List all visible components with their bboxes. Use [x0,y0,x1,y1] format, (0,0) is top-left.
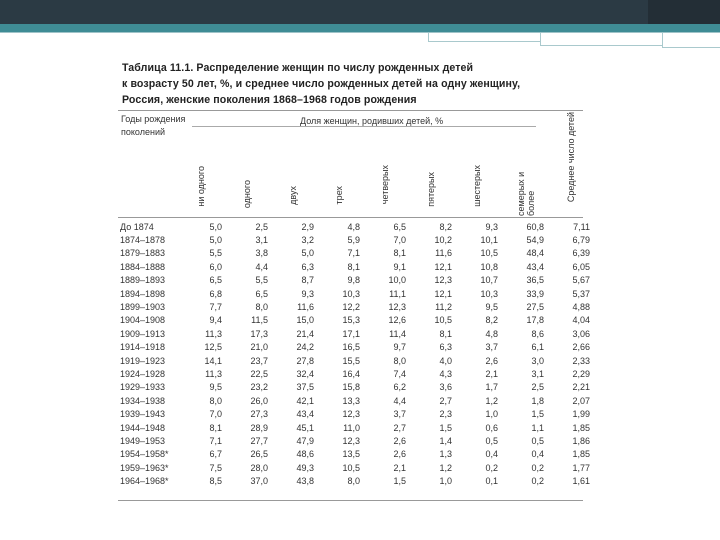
value-cell: 8,2 [439,221,452,232]
table-row [120,367,590,380]
value-cell: 6,05 [572,261,590,272]
value-cell: 0,2 [531,476,544,487]
value-cell: 8,7 [301,275,314,286]
value-cell: 1,77 [572,462,590,473]
value-cell: 2,1 [393,462,406,473]
value-cell: 17,3 [250,328,268,339]
value-cell: 7,5 [209,462,222,473]
table-title-line: Россия, женские поколения 1868–1968 годов рождения [122,94,417,106]
value-cell: 6,7 [209,449,222,460]
value-cell: 15,5 [342,355,360,366]
table-row [120,381,590,394]
cohort-years-cell: 1904–1908 [120,315,166,326]
value-cell: 26,0 [250,395,268,406]
value-cell: 3,7 [485,342,498,353]
value-cell: 8,2 [485,315,498,326]
value-cell: 1,5 [393,476,406,487]
value-cell: 4,0 [439,355,452,366]
slide-decoration-tab [540,33,666,46]
column-header-one: одного [242,180,252,209]
column-header-six: шестерых [472,165,482,207]
value-cell: 0,4 [485,449,498,460]
value-cell: 17,1 [342,328,360,339]
value-cell: 12,6 [388,315,406,326]
value-cell: 22,5 [250,368,268,379]
value-cell: 0,1 [485,476,498,487]
value-cell: 6,3 [439,342,452,353]
value-cell: 1,8 [531,395,544,406]
cohort-years-cell: 1949–1953 [120,435,166,446]
value-cell: 2,5 [531,382,544,393]
column-header-two: двух [288,186,298,205]
value-cell: 43,8 [296,476,314,487]
column-header-four: четверых [380,165,390,205]
table-row [120,300,590,313]
value-cell: 12,5 [204,342,222,353]
table-bottom-rule [118,500,583,501]
cohort-years-cell: 1874–1878 [120,235,166,246]
cohort-years-cell: 1959–1963* [120,462,169,473]
value-cell: 1,4 [439,435,452,446]
table-row [120,314,590,327]
column-header-average: Среднее число детей [566,112,576,203]
value-cell: 2,5 [255,221,268,232]
value-cell: 32,4 [296,368,314,379]
value-cell: 48,6 [296,449,314,460]
table-row [120,461,590,474]
value-cell: 7,0 [393,235,406,246]
value-cell: 6,79 [572,235,590,246]
table-title [122,60,572,108]
value-cell: 10,3 [480,288,498,299]
table-row [120,233,590,246]
value-cell: 26,5 [250,449,268,460]
value-cell: 15,0 [296,315,314,326]
value-cell: 7,1 [209,435,222,446]
value-cell: 2,7 [439,395,452,406]
value-cell: 48,4 [526,248,544,259]
value-cell: 0,2 [485,462,498,473]
slide-top-bar [0,0,720,24]
value-cell: 5,37 [572,288,590,299]
value-cell: 11,0 [343,422,360,433]
value-cell: 2,66 [572,342,590,353]
value-cell: 11,3 [205,368,222,379]
value-cell: 7,1 [347,248,360,259]
table-row [120,421,590,434]
value-cell: 9,5 [209,382,222,393]
column-header-none: ни одного [196,166,206,207]
value-cell: 9,3 [485,221,498,232]
value-cell: 10,5 [342,462,360,473]
value-cell: 8,0 [209,395,222,406]
value-cell: 13,3 [342,395,360,406]
value-cell: 27,7 [250,435,268,446]
value-cell: 8,5 [209,476,222,487]
value-cell: 10,5 [480,248,498,259]
value-cell: 8,1 [347,261,360,272]
value-cell: 5,0 [301,248,314,259]
value-cell: 8,0 [393,355,406,366]
column-header-three: трех [334,186,344,205]
value-cell: 2,1 [485,368,498,379]
value-cell: 12,1 [434,288,452,299]
value-cell: 4,3 [439,368,452,379]
cohort-years-cell: 1894–1898 [120,288,166,299]
value-cell: 2,33 [572,355,590,366]
value-cell: 37,0 [250,476,268,487]
table-title-line: Таблица 11.1. Распределение женщин по числу рожденных детей [122,62,474,74]
value-cell: 23,7 [250,355,268,366]
value-cell: 1,99 [572,409,590,420]
value-cell: 1,1 [531,422,544,433]
fertility-table [120,220,590,488]
value-cell: 33,9 [526,288,544,299]
value-cell: 11,3 [205,328,222,339]
value-cell: 12,3 [388,302,406,313]
value-cell: 2,21 [572,382,590,393]
value-cell: 3,2 [301,235,314,246]
value-cell: 10,7 [480,275,498,286]
value-cell: 47,9 [296,435,314,446]
table-top-rule [118,110,583,111]
value-cell: 11,4 [389,328,406,339]
table-row [120,274,590,287]
value-cell: 14,1 [204,355,222,366]
value-cell: 60,8 [526,221,544,232]
value-cell: 4,8 [485,328,498,339]
value-cell: 36,5 [526,275,544,286]
table-header-rule [118,217,583,218]
value-cell: 1,86 [572,435,590,446]
value-cell: 3,1 [255,235,268,246]
cohort-years-cell: 1934–1938 [120,395,166,406]
table-row [120,247,590,260]
slide-top-bar-accent [648,0,720,24]
value-cell: 15,3 [342,315,360,326]
value-cell: 6,0 [209,261,222,272]
cohort-years-cell: До 1874 [120,221,154,232]
cohort-years-cell: 1914–1918 [120,342,166,353]
table-row [120,260,590,273]
value-cell: 37,5 [296,382,314,393]
value-cell: 8,0 [347,476,360,487]
value-cell: 1,85 [572,449,590,460]
value-cell: 10,8 [480,261,498,272]
value-cell: 23,2 [250,382,268,393]
value-cell: 10,2 [434,235,452,246]
value-cell: 12,3 [342,435,360,446]
value-cell: 45,1 [296,422,314,433]
value-cell: 4,4 [255,261,268,272]
cohort-years-cell: 1899–1903 [120,302,166,313]
value-cell: 2,3 [439,409,452,420]
table-row [120,434,590,447]
table-title-line: к возрасту 50 лет, %, и среднее число рожденных детей на одну женщину, [122,78,521,90]
cohort-years-cell: 1889–1893 [120,275,166,286]
value-cell: 16,5 [342,342,360,353]
value-cell: 28,0 [250,462,268,473]
value-cell: 0,2 [531,462,544,473]
value-cell: 0,6 [485,422,498,433]
value-cell: 49,3 [296,462,314,473]
table-row [120,448,590,461]
value-cell: 1,2 [485,395,498,406]
value-cell: 1,7 [485,382,498,393]
value-cell: 0,4 [531,449,544,460]
cohort-years-cell: 1919–1923 [120,355,166,366]
value-cell: 12,1 [434,261,452,272]
value-cell: 6,1 [531,342,544,353]
table-row [120,394,590,407]
value-cell: 4,8 [347,221,360,232]
value-cell: 2,07 [572,395,590,406]
value-cell: 10,5 [434,315,452,326]
value-cell: 43,4 [296,409,314,420]
value-cell: 2,29 [572,368,590,379]
value-cell: 11,2 [435,302,452,313]
value-cell: 16,4 [342,368,360,379]
value-cell: 3,06 [572,328,590,339]
cohort-years-cell: 1954–1958* [120,449,169,460]
column-header-five: пятерых [426,172,436,207]
cohort-years-cell: 1879–1883 [120,248,166,259]
table-row [120,354,590,367]
value-cell: 27,3 [250,409,268,420]
value-cell: 6,2 [393,382,406,393]
value-cell: 1,0 [439,476,452,487]
value-cell: 8,0 [255,302,268,313]
value-cell: 7,0 [209,409,222,420]
value-cell: 54,9 [526,235,544,246]
value-cell: 4,4 [393,395,406,406]
value-cell: 6,5 [393,221,406,232]
value-cell: 7,4 [393,368,406,379]
value-cell: 5,5 [209,248,222,259]
value-cell: 8,6 [531,328,544,339]
value-cell: 6,5 [255,288,268,299]
table-row [120,474,590,487]
value-cell: 3,6 [439,382,452,393]
value-cell: 12,2 [342,302,360,313]
value-cell: 6,5 [209,275,222,286]
value-cell: 7,7 [209,302,222,313]
value-cell: 2,6 [393,435,406,446]
value-cell: 5,9 [347,235,360,246]
value-cell: 1,61 [572,476,590,487]
cohort-years-cell: 1929–1933 [120,382,166,393]
value-cell: 21,4 [296,328,314,339]
value-cell: 28,9 [250,422,268,433]
value-cell: 1,85 [572,422,590,433]
slide-teal-stripe [0,24,720,32]
value-cell: 5,67 [572,275,590,286]
value-cell: 9,8 [347,275,360,286]
value-cell: 9,7 [393,342,406,353]
value-cell: 42,1 [296,395,314,406]
value-cell: 5,5 [255,275,268,286]
value-cell: 5,0 [209,235,222,246]
value-cell: 6,39 [572,248,590,259]
value-cell: 1,5 [439,422,452,433]
value-cell: 2,7 [393,422,406,433]
cohort-years-cell: 1924–1928 [120,368,166,379]
value-cell: 10,1 [480,235,498,246]
value-cell: 7,11 [573,221,590,232]
value-cell: 3,0 [531,355,544,366]
value-cell: 17,8 [526,315,544,326]
value-cell: 2,6 [485,355,498,366]
value-cell: 10,0 [388,275,406,286]
value-cell: 11,5 [251,315,268,326]
value-cell: 27,8 [296,355,314,366]
value-cell: 3,8 [255,248,268,259]
value-cell: 11,6 [435,248,452,259]
value-cell: 8,1 [439,328,452,339]
value-cell: 1,3 [439,449,452,460]
value-cell: 43,4 [526,261,544,272]
value-cell: 8,1 [209,422,222,433]
cohort-years-cell: 1944–1948 [120,422,166,433]
value-cell: 4,04 [572,315,590,326]
value-cell: 12,3 [434,275,452,286]
value-cell: 1,0 [485,409,498,420]
years-column-header: Годы рождения поколений [121,114,186,137]
value-cell: 0,5 [485,435,498,446]
cohort-years-cell: 1909–1913 [120,328,166,339]
value-cell: 9,3 [301,288,314,299]
value-cell: 6,3 [301,261,314,272]
value-cell: 8,1 [393,248,406,259]
value-cell: 6,8 [209,288,222,299]
value-cell: 1,2 [439,462,452,473]
table-row [120,287,590,300]
cohort-years-cell: 1884–1888 [120,261,166,272]
slide-decoration-tab [662,33,720,48]
value-cell: 27,5 [526,302,544,313]
spanning-header-underline [192,126,536,127]
cohort-years-cell: 1964–1968* [120,476,169,487]
value-cell: 3,1 [531,368,544,379]
table-row [120,220,590,233]
value-cell: 4,88 [572,302,590,313]
table-row [120,341,590,354]
value-cell: 9,5 [485,302,498,313]
column-header-seven-plus: семерых и более [516,171,536,216]
value-cell: 9,1 [393,261,406,272]
value-cell: 11,6 [297,302,314,313]
cohort-years-cell: 1939–1943 [120,409,166,420]
table-row [120,407,590,420]
table-row [120,327,590,340]
value-cell: 1,5 [531,409,544,420]
value-cell: 24,2 [296,342,314,353]
value-cell: 2,6 [393,449,406,460]
value-cell: 15,8 [342,382,360,393]
value-cell: 11,1 [389,288,406,299]
value-cell: 13,5 [342,449,360,460]
value-cell: 5,0 [209,221,222,232]
value-cell: 3,7 [393,409,406,420]
value-cell: 9,4 [209,315,222,326]
value-cell: 10,3 [342,288,360,299]
share-spanning-header: Доля женщин, родивших детей, % [300,116,444,126]
value-cell: 2,9 [301,221,314,232]
value-cell: 0,5 [531,435,544,446]
value-cell: 12,3 [342,409,360,420]
value-cell: 21,0 [250,342,268,353]
